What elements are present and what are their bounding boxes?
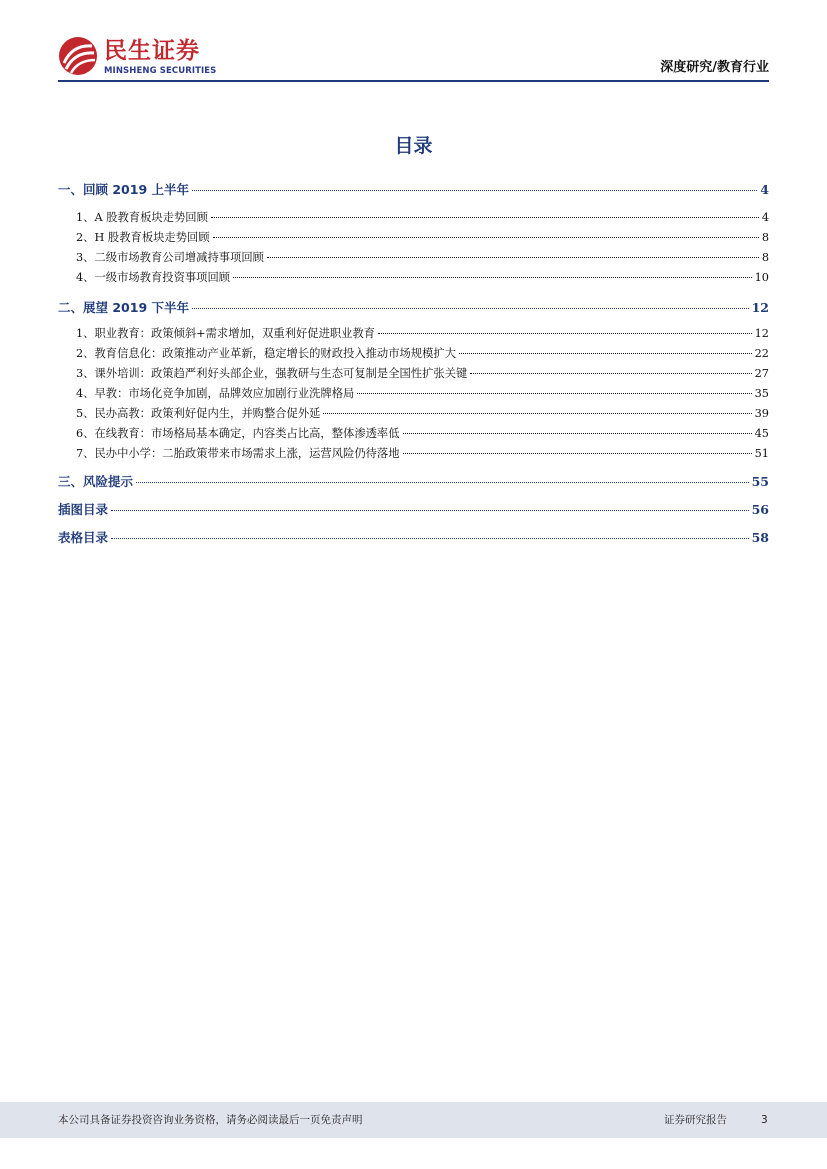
toc-entry-page: 8 [761, 251, 769, 264]
toc-dot-leader [459, 353, 752, 354]
footer-disclaimer: 本公司具备证券投资咨询业务资格，请务必阅读最后一页免责声明 [58, 1114, 363, 1126]
toc-entry-label: 5、民办高教：政策利好促内生，并购整合促外延 [76, 407, 321, 420]
toc-section-entry[interactable] [58, 472, 769, 490]
brand-name-en: MINSHENG SECURITIES [104, 66, 217, 76]
toc-entry-page: 51 [754, 447, 769, 460]
toc-dot-leader [357, 393, 751, 394]
toc-entry-page: 8 [761, 231, 769, 244]
toc-entry-label: 3、二级市场教育公司增减持事项回顾 [76, 251, 264, 264]
toc-subsection-entry[interactable] [58, 405, 769, 421]
toc-dot-leader [211, 217, 759, 218]
toc-entry-label: 2、教育信息化：政策推动产业革新，稳定增长的财政投入推动市场规模扩大 [76, 347, 456, 360]
toc-entry-page: 39 [754, 407, 769, 420]
toc-dot-leader [192, 190, 757, 191]
toc-entry-label: 三、风险提示 [58, 474, 134, 489]
toc-entry-page: 45 [754, 427, 769, 440]
toc-section-entry[interactable] [58, 180, 769, 198]
toc-entry-label: 7、民办中小学：二胎政策带来市场需求上涨，运营风险仍待落地 [76, 447, 400, 460]
toc-dot-leader [378, 333, 752, 334]
toc-entry-label: 插图目录 [58, 502, 109, 517]
toc-dot-leader [213, 237, 759, 238]
toc-entry-label: 3、课外培训：政策趋严利好头部企业，强教研与生态可复制是全国性扩张关键 [76, 367, 468, 380]
brand-name-cn: 民生证券 [104, 38, 200, 64]
toc-entry-page: 12 [751, 300, 769, 315]
toc-entry-label: 1、职业教育：政策倾斜+需求增加，双重利好促进职业教育 [76, 327, 376, 340]
toc-dot-leader [233, 277, 752, 278]
toc-entry-page: 4 [761, 211, 769, 224]
toc-dot-leader [267, 257, 759, 258]
toc-dot-leader [403, 433, 752, 434]
toc-subsection-entry[interactable] [58, 445, 769, 461]
toc-entry-page: 27 [754, 367, 769, 380]
toc-entry-page: 4 [760, 182, 769, 197]
toc-entry-page: 12 [754, 327, 769, 340]
toc-entry-label: 2、H 股教育板块走势回顾 [76, 231, 210, 244]
toc-entry-label: 4、早教：市场化竞争加剧，品牌效应加剧行业洗牌格局 [76, 387, 355, 400]
toc-subsection-entry[interactable] [58, 385, 769, 401]
toc-entry-page: 10 [754, 271, 769, 284]
toc-dot-leader [192, 308, 749, 309]
toc-entry-label: 1、A 股教育板块走势回顾 [76, 211, 208, 224]
toc-subsection-entry[interactable] [58, 269, 769, 285]
toc-subsection-entry[interactable] [58, 345, 769, 361]
toc-entry-page: 22 [754, 347, 769, 360]
toc-entry-label: 表格目录 [58, 530, 109, 545]
toc-entry-label: 6、在线教育：市场格局基本确定，内容类占比高，整体渗透率低 [76, 427, 400, 440]
footer-report-label: 证券研究报告 [664, 1114, 727, 1126]
toc-entry-page: 35 [754, 387, 769, 400]
toc-dot-leader [136, 482, 749, 483]
toc-subsection-entry[interactable] [58, 365, 769, 381]
toc-dot-leader [403, 453, 752, 454]
toc-dot-leader [470, 373, 751, 374]
toc-section-entry[interactable] [58, 298, 769, 316]
toc-entry-label: 4、一级市场教育投资事项回顾 [76, 271, 231, 284]
toc-entry-label: 二、展望 2019 下半年 [58, 300, 189, 315]
header-divider [58, 80, 769, 82]
toc-entry-page: 55 [751, 474, 769, 489]
minsheng-logo-icon [58, 36, 98, 76]
toc-entry-page: 56 [751, 502, 769, 517]
page-header [0, 0, 827, 84]
toc-subsection-entry[interactable] [58, 249, 769, 265]
toc-dot-leader [111, 510, 749, 511]
toc-title: 目录 [394, 135, 433, 157]
toc-subsection-entry[interactable] [58, 325, 769, 341]
page-footer [0, 1102, 827, 1138]
footer-page-number: 3 [761, 1114, 768, 1126]
toc-subsection-entry[interactable] [58, 425, 769, 441]
toc-section-entry[interactable] [58, 500, 769, 518]
toc-subsection-entry[interactable] [58, 209, 769, 225]
toc-entry-page: 58 [751, 530, 769, 545]
toc-dot-leader [111, 538, 749, 539]
toc-dot-leader [323, 413, 751, 414]
toc-subsection-entry[interactable] [58, 229, 769, 245]
toc-section-entry[interactable] [58, 528, 769, 546]
toc-entry-label: 一、回顾 2019 上半年 [58, 182, 189, 197]
report-type: 深度研究/教育行业 [660, 60, 769, 75]
